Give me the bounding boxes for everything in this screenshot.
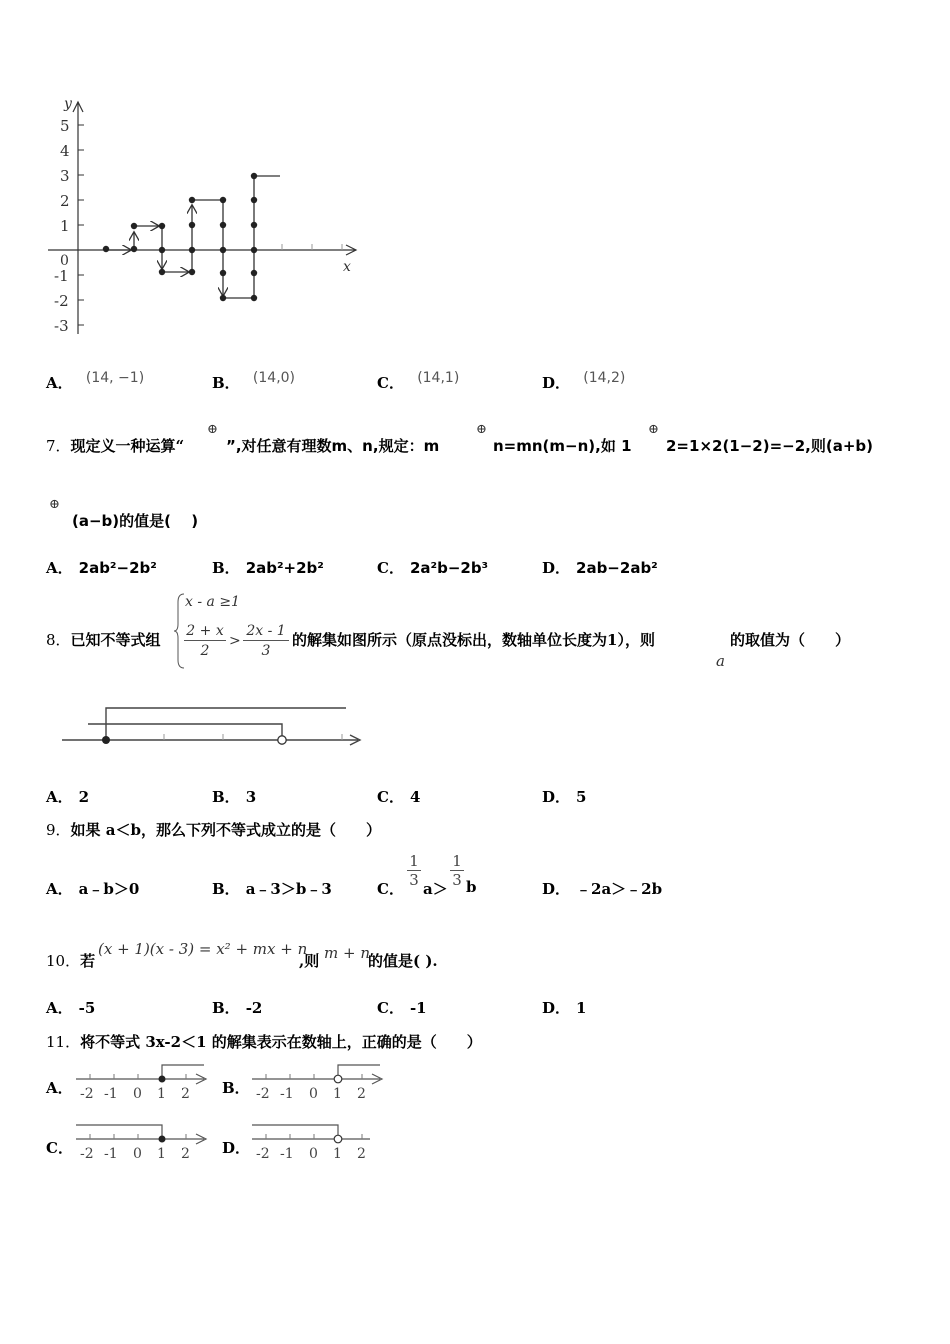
fraction-denominator: 3	[409, 871, 419, 889]
oplus-symbol: ⊕	[648, 422, 659, 437]
q7-option-c[interactable]	[377, 557, 488, 578]
axis-x-label: x	[343, 259, 351, 275]
q7-stem	[46, 435, 184, 456]
oplus-symbol: ⊕	[476, 422, 487, 437]
inequality-1: x - a ≥1	[185, 594, 240, 610]
tick-label: -2	[80, 1146, 94, 1162]
option-label: B．	[212, 559, 240, 577]
q8-suffix: 的解集如图所示（原点没标出，数轴单位长度为1），则	[292, 631, 655, 649]
q8-option-c[interactable]	[377, 786, 420, 807]
tick-label: -1	[104, 1146, 118, 1162]
q9-option-c[interactable]	[377, 852, 497, 902]
option-label: B．	[212, 788, 240, 806]
option-label: A．	[46, 880, 73, 898]
q8-option-d[interactable]	[542, 786, 586, 807]
fraction-denominator: 3	[261, 643, 271, 659]
fraction	[450, 852, 464, 889]
fraction-2	[243, 623, 289, 659]
y-tick-label: -2	[54, 292, 69, 310]
option-label: A．	[46, 374, 73, 392]
option-label: C．	[377, 880, 404, 898]
q10-prefix: 若	[80, 952, 96, 970]
tick-label: 2	[181, 1146, 190, 1162]
option-value: 1	[576, 999, 587, 1017]
y-tick-label: -1	[54, 267, 69, 285]
q9-option-b[interactable]	[212, 878, 332, 899]
q9-text: 如果 a＜b，那么下列不等式成立的是（ ）	[70, 821, 381, 839]
fraction	[407, 852, 421, 889]
option-label: B．	[212, 880, 240, 898]
y-tick-label: 2	[60, 192, 70, 210]
fraction-numerator: 2 + x	[184, 623, 226, 641]
question-number: 7．	[46, 437, 71, 455]
q11-option-d-label[interactable]: D．	[222, 1139, 251, 1157]
option-value: 2ab²−2b²	[78, 559, 157, 577]
tick-label: 1	[157, 1086, 166, 1102]
oplus-symbol: ⊕	[49, 497, 60, 512]
option-value: 4	[409, 788, 421, 806]
y-tick-label: 1	[60, 217, 70, 235]
tick-label: 2	[357, 1146, 366, 1162]
q9-stem	[46, 819, 381, 840]
option-value: -2	[245, 999, 263, 1017]
option-label: A．	[46, 559, 73, 577]
step-graph	[40, 92, 370, 342]
question-number: 8．	[46, 631, 71, 649]
q11-text: 将不等式 3x-2＜1 的解集表示在数轴上，正确的是（ ）	[80, 1033, 482, 1051]
q10-stem	[46, 950, 95, 971]
q9-option-d[interactable]	[542, 878, 662, 899]
option-label: C．	[377, 559, 404, 577]
option-value: 2ab−2ab²	[576, 559, 658, 577]
q11-number-line-d[interactable]	[250, 1120, 386, 1162]
option-value: 5	[576, 788, 587, 806]
option-label: D．	[542, 880, 571, 898]
q7-text: n=mn(m−n),如 1	[493, 437, 632, 455]
tick-label: -2	[256, 1146, 270, 1162]
tick-label: -1	[280, 1086, 294, 1102]
var-a: a	[716, 652, 725, 670]
q11-number-line-a[interactable]	[74, 1060, 210, 1102]
q10-expression: (x + 1)(x - 3) = x² + mx + n	[98, 940, 308, 958]
option-label: A．	[46, 999, 73, 1017]
oplus-symbol: ⊕	[207, 422, 218, 437]
question-number: 9．	[46, 821, 71, 839]
q6-option-b[interactable]	[212, 370, 296, 393]
tick-label: 1	[333, 1146, 342, 1162]
fraction-denominator: 3	[452, 871, 462, 889]
y-tick-label: 4	[60, 142, 70, 160]
option-label: D．	[542, 788, 571, 806]
option-value: 3	[245, 788, 257, 806]
q10-suffix: 的值是( ).	[368, 952, 438, 970]
question-number: 10．	[46, 952, 81, 970]
q10-option-d[interactable]	[542, 997, 586, 1018]
option-label: C．	[377, 374, 404, 392]
tick-label: 0	[133, 1146, 142, 1162]
option-label: D．	[542, 559, 571, 577]
option-label: D．	[542, 999, 571, 1017]
q8-tail: 的取值为（ ）	[730, 631, 851, 649]
question-number: 11．	[46, 1033, 81, 1051]
tick-label: 1	[333, 1086, 342, 1102]
option-label: C．	[377, 999, 404, 1017]
tick-label: -2	[256, 1086, 270, 1102]
option-value: a﹣3＞b﹣3	[245, 880, 332, 898]
option-value: b	[466, 878, 477, 896]
q7-text: 现定义一种运算“	[70, 437, 185, 455]
option-value: (14,1)	[417, 370, 460, 386]
option-value: 2	[78, 788, 90, 806]
gt-sign: >	[229, 633, 241, 649]
option-label: B．	[212, 999, 240, 1017]
tick-label: 1	[157, 1146, 166, 1162]
fraction-numerator: 1	[450, 852, 464, 871]
q8-prefix: 已知不等式组	[70, 631, 161, 649]
option-value: (14, −1)	[85, 370, 145, 386]
q7-text: 2=1×2(1−2)=−2,则(a+b)	[666, 437, 874, 455]
q11-option-a-label[interactable]: A．	[46, 1079, 73, 1097]
q7-text: (a−b)的值是( )	[72, 512, 199, 530]
option-value: a＞	[423, 880, 448, 898]
q11-option-c-label[interactable]: C．	[46, 1139, 73, 1157]
tick-label: 0	[309, 1146, 318, 1162]
axis-y-label: y	[64, 96, 72, 112]
q6-option-d[interactable]	[542, 370, 626, 393]
y-tick-label: 3	[60, 167, 70, 185]
q10-mid: ,则	[299, 952, 320, 970]
option-value: a﹣b＞0	[78, 880, 140, 898]
q11-number-line-b[interactable]	[250, 1060, 386, 1102]
option-value: -5	[78, 999, 96, 1017]
q7-option-d[interactable]	[542, 557, 658, 578]
option-value: 2a²b−2b³	[409, 559, 489, 577]
y-tick-label: 5	[60, 117, 70, 135]
origin-label: 0	[60, 253, 69, 269]
tick-label: -1	[280, 1146, 294, 1162]
option-label: A．	[46, 788, 73, 806]
tick-label: -1	[104, 1086, 118, 1102]
tick-label: 2	[181, 1086, 190, 1102]
q10-option-a[interactable]	[46, 997, 95, 1018]
q8-option-b[interactable]	[212, 786, 256, 807]
fraction-numerator: 1	[407, 852, 421, 871]
q7-text: ”,对任意有理数m、n,规定：m	[226, 437, 440, 455]
q10-expression-2: m + n	[324, 944, 370, 962]
q6-option-a[interactable]	[46, 370, 145, 393]
fraction-1	[184, 623, 226, 659]
option-value: ﹣2a＞﹣2b	[576, 880, 663, 898]
q8-option-a[interactable]	[46, 786, 89, 807]
q6-option-c[interactable]	[377, 370, 460, 393]
tick-label: 2	[357, 1086, 366, 1102]
q11-option-b-label[interactable]: B．	[222, 1079, 250, 1097]
q8-number-line	[58, 700, 368, 752]
q10-option-c[interactable]	[377, 997, 427, 1018]
option-label: D．	[542, 374, 571, 392]
q8-stem	[46, 629, 161, 650]
q11-stem	[46, 1031, 482, 1052]
q10-option-b[interactable]	[212, 997, 262, 1018]
fraction-numerator: 2x - 1	[243, 623, 289, 641]
option-value: (14,0)	[252, 370, 296, 386]
fraction-denominator: 2	[200, 643, 210, 659]
q11-number-line-c[interactable]	[74, 1120, 210, 1162]
y-tick-label: -3	[54, 317, 69, 335]
option-label: B．	[212, 374, 240, 392]
q7-option-b[interactable]	[212, 557, 324, 578]
option-value: -1	[409, 999, 427, 1017]
q7-option-a[interactable]	[46, 557, 157, 578]
option-label: C．	[377, 788, 404, 806]
option-value: 2ab²+2b²	[245, 559, 324, 577]
tick-label: -2	[80, 1086, 94, 1102]
q9-option-a[interactable]	[46, 878, 139, 899]
tick-label: 0	[133, 1086, 142, 1102]
tick-label: 0	[309, 1086, 318, 1102]
option-value: (14,2)	[583, 370, 626, 386]
